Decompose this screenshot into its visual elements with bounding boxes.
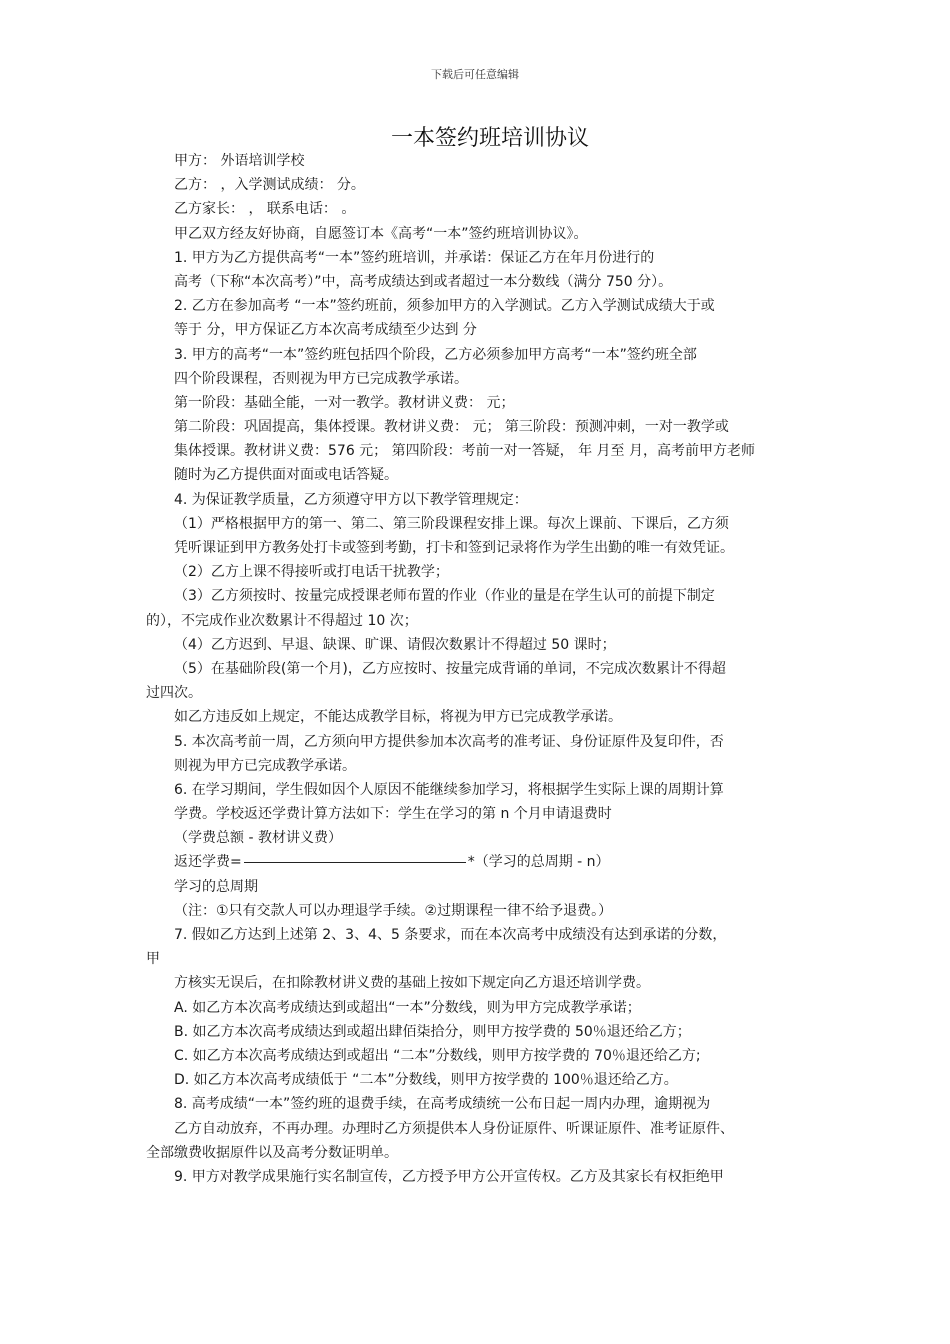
paragraph-line: 的），不完成作业次数累计不得超过 10 次； — [146, 612, 418, 629]
paragraph-line: 甲乙双方经友好协商，自愿签订本《高考“一本”签约班培训协议》。 — [174, 225, 588, 242]
paragraph-line: 集体授课。教材讲义费：576 元； 第四阶段：考前一对一答疑， 年 月至 月，高考前甲方老师 — [174, 443, 755, 460]
paragraph-line: 方核实无误后，在扣除教材讲义费的基础上按如下规定向乙方退还培训学费。 — [174, 975, 650, 992]
paragraph-line: 则视为甲方已完成教学承诺。 — [174, 757, 356, 774]
paragraph-line: 3. 甲方的高考“一本”签约班包括四个阶段，乙方必须参加甲方高考“一本”签约班全部 — [174, 346, 697, 363]
paragraph-line: 随时为乙方提供面对面或电话答疑。 — [174, 467, 398, 484]
paragraph-line: 学习的总周期 — [174, 878, 258, 895]
paragraph-line: 5. 本次高考前一周，乙方须向甲方提供参加本次高考的准考证、身份证原件及复印件，否 — [174, 733, 724, 750]
paragraph-line: 如乙方违反如上规定，不能达成教学目标，将视为甲方已完成教学承诺。 — [174, 709, 622, 726]
paragraph-line: 8. 高考成绩“一本”签约班的退费手续，在高考成绩统一公布日起一周内办理，逾期视为 — [174, 1096, 711, 1113]
paragraph-line: 凭听课证到甲方教务处打卡或签到考勤，打卡和签到记录将作为学生出勤的唯一有效凭证。 — [174, 540, 734, 556]
paragraph-line: A. 如乙方本次高考成绩达到或超出“一本”分数线，则为甲方完成教学承诺； — [174, 999, 641, 1016]
document-title: 一本签约班培训协议 — [390, 126, 589, 151]
paragraph-line: C. 如乙方本次高考成绩达到或超出 “二本”分数线，则甲方按学费的 70％退还给乙方; — [174, 1047, 701, 1064]
paragraph-line: 1. 甲方为乙方提供高考“一本”签约班培训，并承诺：保证乙方在年月份进行的 — [174, 249, 655, 266]
paragraph-line: 乙方自动放弃，不再办理。办理时乙方须提供本人身份证原件、听课证原件、准考证原件、 — [174, 1120, 734, 1137]
paragraph-line: 等于 分，甲方保证乙方本次高考成绩至少达到 分 — [174, 322, 477, 339]
paragraph-line: 过四次。 — [146, 685, 202, 702]
agreement-body — [146, 149, 808, 1189]
formula-left: 返还学费= — [174, 854, 242, 871]
paragraph-line: （3）乙方须按时、按量完成授课老师布置的作业（作业的量是在学生认可的前提下制定 — [174, 588, 715, 605]
paragraph-line: 全部缴费收据原件以及高考分数证明单。 — [146, 1144, 398, 1161]
paragraph-line: 高考（下称“本次高考）”中，高考成绩达到或者超过一本分数线（满分 750 分）。 — [174, 273, 673, 290]
paragraph-line: 甲方： 外语培训学校 — [174, 153, 305, 169]
paragraph-line: 9. 甲方对教学成果施行实名制宣传，乙方授予甲方公开宣传权。乙方及其家长有权拒绝甲 — [174, 1168, 724, 1185]
header-note: 下载后可任意编辑 — [431, 68, 519, 81]
paragraph-line: （学费总额 - 教材讲义费） — [174, 830, 342, 847]
paragraph-line: （1）严格根据甲方的第一、第二、第三阶段课程安排上课。每次上课前、下课后，乙方须 — [174, 515, 729, 532]
fraction-bar — [244, 862, 466, 863]
paragraph-line: 乙方： ，入学测试成绩： 分。 — [174, 177, 365, 194]
paragraph-line: （4）乙方迟到、早退、缺课、旷课、请假次数累计不得超过 50 课时； — [174, 636, 616, 653]
paragraph-line: 4. 为保证教学质量，乙方须遵守甲方以下教学管理规定： — [174, 491, 528, 508]
paragraph-line: 7. 假如乙方达到上述第 2、3、4、5 条要求，而在本次高考中成绩没有达到承诺的分数， — [174, 927, 727, 943]
paragraph-line: （注：①只有交款人可以办理退学手续。②过期课程一律不给予退费。） — [174, 902, 613, 919]
paragraph-line: 第一阶段：基础全能，一对一教学。教材讲义费： 元； — [174, 394, 515, 411]
formula-right: *（学习的总周期 - n） — [467, 854, 610, 871]
refund-formula-line — [146, 850, 808, 874]
paragraph-line: 学费。学校返还学费计算方法如下：学生在学习的第 n 个月申请退费时 — [174, 806, 612, 823]
paragraph-line: （2）乙方上课不得接听或打电话干扰教学； — [174, 564, 449, 581]
paragraph-line: （5）在基础阶段(第一个月)，乙方应按时、按量完成背诵的单词，不完成次数累计不得超 — [174, 660, 726, 677]
paragraph-line: 甲 — [146, 951, 160, 968]
paragraph-line: 乙方家长： ， 联系电话： 。 — [174, 201, 356, 218]
paragraph-line: D. 如乙方本次高考成绩低于 “二本”分数线，则甲方按学费的 100％退还给乙方。 — [174, 1072, 678, 1089]
paragraph-line: 2. 乙方在参加高考 “一本”签约班前，须参加甲方的入学测试。乙方入学测试成绩大于或 — [174, 298, 715, 315]
paragraph-line: B. 如乙方本次高考成绩达到或超出肆佰柒拾分，则甲方按学费的 50％退还给乙方； — [174, 1023, 691, 1040]
paragraph-line: 第二阶段：巩固提高，集体授课。教材讲义费： 元； 第三阶段：预测冲刺，一对一教学或 — [174, 419, 729, 436]
paragraph-line: 6. 在学习期间，学生假如因个人原因不能继续参加学习，将根据学生实际上课的周期计算 — [174, 781, 724, 798]
paragraph-line: 四个阶段课程，否则视为甲方已完成教学承诺。 — [174, 370, 468, 387]
